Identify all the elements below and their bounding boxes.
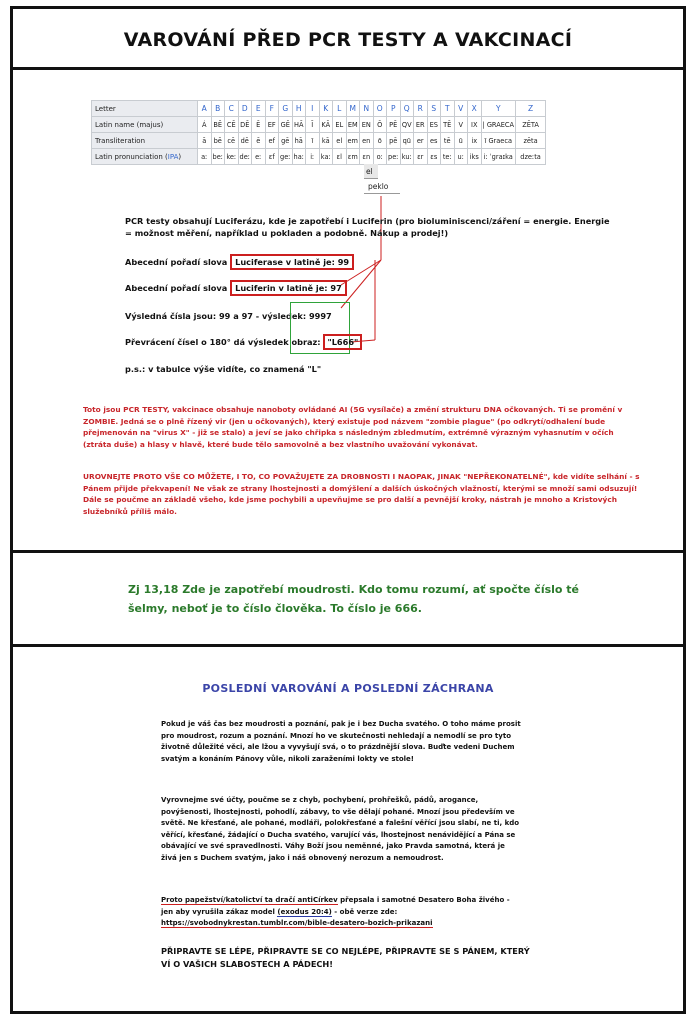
desatero-link[interactable]: https://svobodnykrestan.tumblr.com/bible-desatero-bozich-prikazani [161, 919, 433, 927]
table-cell-letter[interactable]: Z [516, 101, 546, 117]
pcr-ps: p.s.: v tabulce výše vidíte, co znamená "L" [125, 364, 322, 374]
last-paragraph-1: Pokud je váš čas bez moudrosti a poznání, pak je i bez Ducha svatého. O toho máme prosit pro moudrost, rozum a poznání. Mnozí ho ve skutečnosti nehledají a nemodlí se pro tyto životně důležité věci, ale lžou a vyvyšují svá, o to prázdnější slova. Buďte vedeni Duchem svatým a konáním Pánovy vůle, nikoli zaraženími lokty ve stole! [161, 720, 521, 763]
table-cell-letter[interactable]: C [225, 101, 239, 117]
table-cell-name: DĒ [238, 117, 252, 133]
el-note-bottom: peklo [364, 179, 400, 194]
table-cell-translit: cē [225, 133, 239, 149]
pcr-line3-text: Výsledná čísla jsou: 99 a 97 - výsledek: [125, 311, 307, 321]
last-paragraph-3 [161, 895, 521, 930]
table-cell-letter[interactable]: V [454, 101, 468, 117]
page-title: VAROVÁNÍ PŘED PCR TESTY A VAKCINACÍ [123, 29, 573, 51]
table-cell-letter[interactable]: L [333, 101, 347, 117]
table-cell-pronunciation: haː [292, 149, 306, 165]
bible-verse: Zj 13,18 Zde je zapotřebí moudrosti. Kdo tomu rozumí, ať spočte číslo té šelmy, neboť je to číslo člověka. To číslo je 666. [128, 583, 580, 615]
table-cell-letter[interactable]: E [252, 101, 266, 117]
table-cell-name: ZĒTA [516, 117, 546, 133]
ipa-label-prefix: Latin pronunciation ( [95, 152, 168, 161]
pcr-line2-prefix: Abecední pořadí slova [125, 283, 228, 293]
table-cell-letter[interactable]: I [306, 101, 320, 117]
table-cell-translit: tē [441, 133, 455, 149]
table-cell-name: ER [414, 117, 428, 133]
table-cell-letter[interactable]: T [441, 101, 455, 117]
table-cell-translit: er [414, 133, 428, 149]
table-cell-translit: ī Graeca [481, 133, 516, 149]
table-cell-letter[interactable]: P [387, 101, 401, 117]
warning-paragraph-2: UROVNEJTE PROTO VŠE CO MŮŽETE, I TO, CO POVAŽUJETE ZA DROBNOSTI I NAOPAK, JINAK "NEPŘEKONATELNÉ", kde vidíte selhání - s Pánem přijde překvapení! Ne však ze strany lhostejnosti a domýšlení a dalších úskočných vlažností, kterými se množí sami odsuzují! Dále se poučme an základě všeho, kde jsme pochybili a upevňujme se pro další a pevnější kroky, nástrah je mnoho a Kristových služebníků příliš málo. [83, 472, 640, 516]
table-cell-translit: kā [319, 133, 333, 149]
table-cell-name: TĒ [441, 117, 455, 133]
table-cell-translit: ā [198, 133, 212, 149]
pcr-intro: PCR testy obsahují Luciferázu, kde je zapotřebí i Luciferin (pro bioluminiscenci/záření = energie. Energie = možnost měření, například u pokladen a podobně. Nákup a prodej!) [125, 216, 610, 238]
table-cell-letter[interactable]: O [373, 101, 387, 117]
table-cell-translit: ef [265, 133, 279, 149]
table-cell-name: Ē [252, 117, 266, 133]
table-cell-pronunciation: ɛf [265, 149, 279, 165]
table-cell-pronunciation: uː [454, 149, 468, 165]
table-cell-translit: en [360, 133, 374, 149]
table-cell-letter[interactable]: F [265, 101, 279, 117]
pcr-line2 [125, 282, 615, 294]
papacy-underlined-text: Proto papežství/katolictví ta dračí antiCírkev [161, 896, 338, 904]
final-call: PŘIPRAVTE SE LÉPE, PŘIPRAVTE SE CO NEJLÉPE, PŘIPRAVTE SE S PÁNEM, KTERÝ VÍ O VAŠICH SLABOSTECH A PÁDECH! [161, 946, 530, 969]
table-cell-letter[interactable]: S [427, 101, 441, 117]
table-cell-letter[interactable]: A [198, 101, 212, 117]
table-cell-translit: ō [373, 133, 387, 149]
table-cell-name: HĀ [292, 117, 306, 133]
table-cell-translit: em [346, 133, 360, 149]
table-cell-pronunciation: aː [198, 149, 212, 165]
warning-paragraph-1: Toto jsou PCR TESTY, vakcinace obsahuje nanoboty ovládané AI (5G vysílače) a změní strukturu DNA očkovaných. Ti se promění v ZOMBIE. Jedná se o plně řízený vir (jen u očkovaných), který existuje pod názvem "zombie plague" (po odkrytí/odhalení bude přejmenován na "virus X" - již se stalo) a jeví se jako chřipka s následným zbledmutím, extrémně výrazným vyhasnutím v očích (ztráta duše) a hlasy v hlavě, které bude tělo samovolně a bez vlastního uvažování vykonávat. [83, 405, 623, 449]
table-cell-name: EN [360, 117, 374, 133]
para3-end: - obě verze zde: [331, 907, 398, 916]
table-cell-pronunciation: keː [225, 149, 239, 165]
table-cell-name: PĒ [387, 117, 401, 133]
table-cell-translit: dē [238, 133, 252, 149]
table-cell-name: EF [265, 117, 279, 133]
table-cell-name: | GRAECA [481, 117, 516, 133]
row-label-letter: Letter [92, 101, 198, 117]
row-label-transliteration: Transliteration [92, 133, 198, 149]
last-warning-title: POSLEDNÍ VAROVÁNÍ A POSLEDNÍ ZÁCHRANA [202, 682, 494, 695]
pcr-line4 [125, 336, 615, 348]
table-cell-letter[interactable]: R [414, 101, 428, 117]
title-frame [10, 6, 686, 70]
table-cell-name: KĀ [319, 117, 333, 133]
table-cell-translit: ē [252, 133, 266, 149]
last-warning-frame [10, 644, 686, 1014]
table-cell-pronunciation: deː [238, 149, 252, 165]
l666-box: "L666" [323, 334, 362, 350]
last-paragraph-2: Vyrovnejme své účty, poučme se z chyb, pochybení, prohřešků, pádů, arogance, povýšenosti, lhostejnosti, pohodlí, zábavy, to vše dělají pohané. Mnozí jsou především ve světě. Ne křesťané, ale pohané, modláři, polokřesťané a falešní věřící jsou slabí, ne ti, kdo věřící, křesťané, žádající o Ducha svatého, varující vás, lhostejnost nenávidějící a Pána se obávající ve své spravedlnosti. Váhy Boží jsou neměnné, jako Pravda samotná, která je živá jen s Duchem svatým, jako i náš obnovený nerozum a nemoudrost. [161, 796, 520, 862]
table-cell-pronunciation: geː [279, 149, 293, 165]
table-cell-pronunciation: ɛm [346, 149, 360, 165]
table-cell-pronunciation: eː [252, 149, 266, 165]
pcr-line4-text: Převrácení čísel o 180° dá výsledek obraz: [125, 337, 321, 347]
table-cell-pronunciation: teː [441, 149, 455, 165]
luciferase-box: Luciferase v latině je: 99 [230, 254, 354, 270]
verse-frame [10, 550, 686, 647]
table-cell-name: ES [427, 117, 441, 133]
table-cell-translit: zēta [516, 133, 546, 149]
table-cell-pronunciation: iː [306, 149, 320, 165]
table-cell-name: V [454, 117, 468, 133]
table-cell-pronunciation: beː [211, 149, 225, 165]
table-cell-translit: gē [279, 133, 293, 149]
table-cell-pronunciation: kaː [319, 149, 333, 165]
table-cell-letter[interactable]: G [279, 101, 293, 117]
table-cell-name: BĒ [211, 117, 225, 133]
table-cell-name: Á [198, 117, 212, 133]
ipa-link[interactable]: IPA [167, 152, 179, 161]
table-cell-pronunciation: ɛr [414, 149, 428, 165]
table-cell-name: QV [400, 117, 414, 133]
table-cell-name: CĒ [225, 117, 239, 133]
table-cell-translit: ix [468, 133, 482, 149]
table-cell-pronunciation: kuː [400, 149, 414, 165]
table-cell-letter[interactable]: N [360, 101, 374, 117]
table-cell-translit: qū [400, 133, 414, 149]
table-cell-name: EL [333, 117, 347, 133]
table-cell-name: Ī [306, 117, 320, 133]
ipa-label-suffix: ) [178, 152, 182, 161]
table-cell-translit: pē [387, 133, 401, 149]
row-label-latin-name: Latin name (majus) [92, 117, 198, 133]
table-cell-letter[interactable]: Y [481, 101, 516, 117]
table-cell-pronunciation: ɛl [333, 149, 347, 165]
table-cell-letter[interactable]: M [346, 101, 360, 117]
table-cell-pronunciation: oː [373, 149, 387, 165]
table-cell-letter[interactable]: K [319, 101, 333, 117]
result-value: 9997 [308, 311, 332, 321]
table-cell-name: EM [346, 117, 360, 133]
table-cell-pronunciation: iː ˈɡraɪka [481, 149, 516, 165]
table-cell-pronunciation: ɛs [427, 149, 441, 165]
table-cell-name: IX [468, 117, 482, 133]
table-cell-pronunciation: iks [468, 149, 482, 165]
para3-middle: přepsala i samotné Desatero Boha živého - jen aby vyrušila zákaz model [161, 896, 510, 916]
luciferin-box: Luciferin v latině je: 97 [230, 280, 347, 296]
table-cell-pronunciation: peː [387, 149, 401, 165]
table-cell-pronunciation: ɛn [360, 149, 374, 165]
table-cell-translit: ū [454, 133, 468, 149]
pcr-line1-prefix: Abecední pořadí slova [125, 257, 228, 267]
table-cell-translit: el [333, 133, 347, 149]
table-cell-letter[interactable]: X [468, 101, 482, 117]
table-cell-name: GĒ [279, 117, 293, 133]
table-cell-translit: ī [306, 133, 320, 149]
table-cell-letter[interactable]: B [211, 101, 225, 117]
table-cell-name: Ō [373, 117, 387, 133]
pcr-line1 [125, 256, 615, 268]
main-frame [10, 67, 686, 553]
table-cell-translit: bē [211, 133, 225, 149]
exodus-reference: (exodus 20:4) [277, 907, 332, 916]
el-note-top: el [364, 164, 378, 179]
table-cell-translit: es [427, 133, 441, 149]
table-cell-letter[interactable]: Q [400, 101, 414, 117]
table-cell-pronunciation: dzeːta [516, 149, 546, 165]
pcr-line3 [125, 310, 615, 322]
table-cell-letter[interactable]: D [238, 101, 252, 117]
table-cell-letter[interactable]: H [292, 101, 306, 117]
table-cell-translit: hā [292, 133, 306, 149]
